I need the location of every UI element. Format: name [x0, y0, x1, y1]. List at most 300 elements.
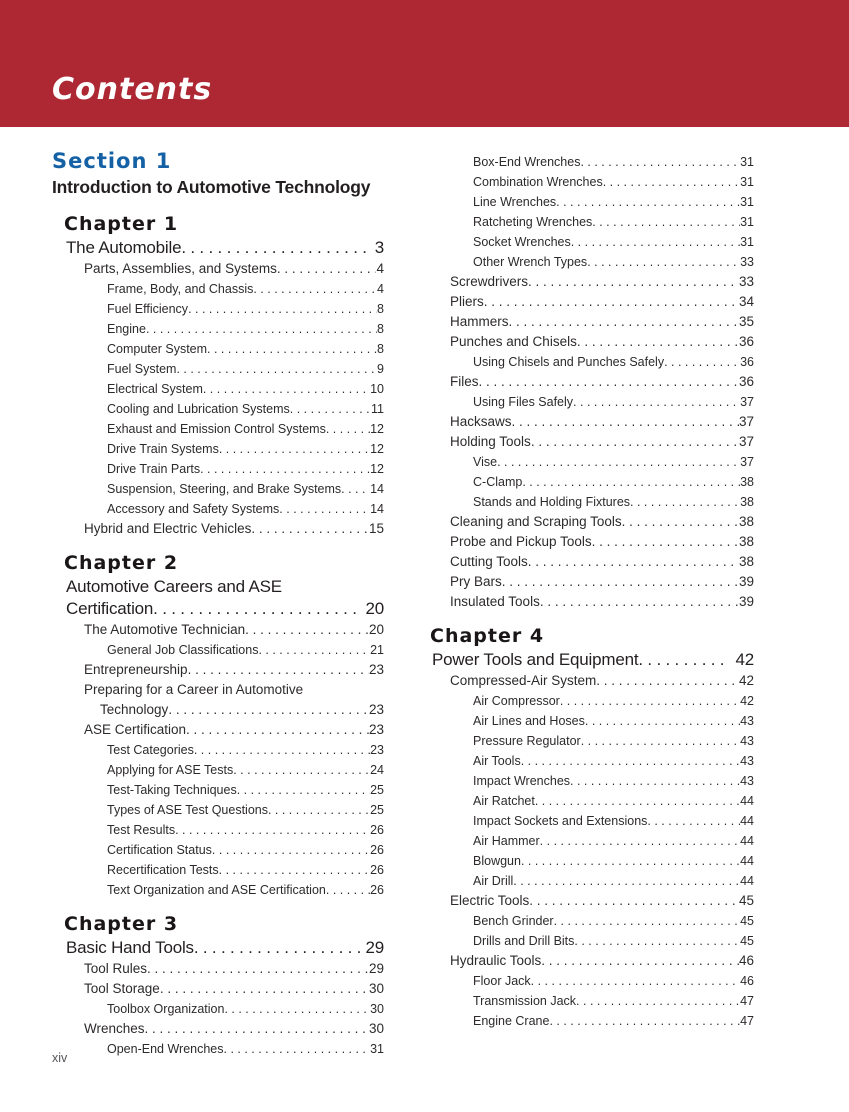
toc-entry-level2	[430, 811, 754, 831]
dot-leader	[603, 172, 740, 192]
dot-leader	[175, 820, 370, 840]
chapter-title-entry	[64, 237, 384, 259]
entry-label: Tool Rules	[84, 961, 148, 976]
entry-page-number: 43	[740, 754, 754, 768]
entry-page-number: 23	[370, 743, 384, 757]
dot-leader	[512, 412, 739, 432]
entry-page-number: 44	[740, 814, 754, 828]
toc-entry-level1	[430, 512, 754, 532]
entry-label: Screwdrivers	[450, 274, 529, 289]
entry-label: Probe and Pickup Tools	[450, 534, 592, 549]
dot-leader	[622, 512, 739, 532]
entry-label: Air Lines and Hoses	[473, 714, 585, 728]
entry-label: Test-Taking Techniques	[107, 783, 237, 797]
dot-leader	[290, 399, 371, 419]
entry-page-number: 8	[377, 342, 384, 356]
entry-page-number: 46	[738, 953, 754, 968]
entry-page-number: 8	[377, 322, 384, 336]
toc-entry-level1	[430, 951, 754, 971]
toc-entry-level2	[430, 751, 754, 771]
dot-leader	[573, 392, 740, 412]
entry-page-number: 43	[740, 734, 754, 748]
entry-page-number: 25	[370, 783, 384, 797]
entry-page-number: 31	[740, 175, 754, 189]
toc-entry-level2	[430, 232, 754, 252]
entry-page-number: 31	[370, 1042, 384, 1056]
entry-page-number: 45	[740, 914, 754, 928]
toc-entry-level2	[64, 359, 384, 379]
entry-page-number: 4	[377, 282, 384, 296]
toc-entry-level2	[64, 459, 384, 479]
dot-leader	[581, 731, 740, 751]
entry-label: Computer System	[107, 342, 208, 356]
entry-page-number: 37	[740, 395, 754, 409]
dot-leader	[540, 592, 739, 612]
toc-entry-level1	[64, 1019, 384, 1039]
entry-label: Frame, Body, and Chassis	[107, 282, 254, 296]
entry-label: Holding Tools	[450, 434, 531, 449]
entry-label: Using Files Safely	[473, 395, 574, 409]
toc-entry-level1	[430, 592, 754, 612]
dot-leader	[585, 711, 740, 731]
entry-label: Hacksaws	[450, 414, 512, 429]
toc-entry-level2	[430, 691, 754, 711]
entry-page-number: 26	[370, 843, 384, 857]
entry-label: Air Compressor	[473, 694, 560, 708]
toc-entry-level2	[430, 791, 754, 811]
dot-leader	[664, 352, 740, 372]
toc-entry-level1	[430, 372, 754, 392]
entry-label: Suspension, Steering, and Brake Systems	[107, 482, 342, 496]
entry-label: Accessory and Safety Systems	[107, 502, 280, 516]
toc-entry-level2	[64, 379, 384, 399]
entry-page-number: 9	[377, 362, 384, 376]
dot-leader	[574, 931, 740, 951]
folio-page-number: xiv	[52, 1051, 68, 1065]
toc-entry-level2	[430, 731, 754, 751]
toc-entry-level2	[430, 931, 754, 951]
dot-leader	[181, 237, 369, 259]
entry-label: Impact Wrenches	[473, 774, 571, 788]
entry-label: Drive Train Parts	[107, 462, 201, 476]
entry-label: Cutting Tools	[450, 554, 528, 569]
entry-page-number: 38	[738, 514, 754, 529]
dot-leader	[647, 811, 740, 831]
entry-label: C-Clamp	[473, 475, 523, 489]
dot-leader	[219, 860, 370, 880]
dot-leader	[207, 339, 377, 359]
entry-label: Exhaust and Emission Control Systems	[107, 422, 326, 436]
entry-label: General Job Classifications	[107, 643, 259, 657]
toc-entry-level2	[430, 831, 754, 851]
entry-page-number: 36	[738, 334, 754, 349]
entry-label: Air Ratchet	[473, 794, 535, 808]
toc-entry-level1: Preparing for a Career in Automotive	[84, 682, 304, 697]
toc-entry-level2	[430, 472, 754, 492]
entry-label: Engine Crane	[473, 1014, 550, 1028]
toc-column-left	[52, 148, 384, 1059]
entry-label: Test Categories	[107, 743, 194, 757]
dot-leader	[521, 751, 740, 771]
toc-entry-level2	[64, 800, 384, 820]
chapter-title-entry	[430, 649, 754, 671]
entry-page-number: 34	[738, 294, 754, 309]
entry-page-number: 12	[370, 422, 384, 436]
entry-page-number: 20	[368, 622, 384, 637]
toc-entry-level2	[430, 252, 754, 272]
toc-entry-level2	[64, 339, 384, 359]
entry-label: Stands and Holding Fixtures	[473, 495, 631, 509]
entry-label: Pliers	[450, 294, 484, 309]
dot-leader	[513, 871, 740, 891]
dot-leader	[326, 419, 370, 439]
entry-page-number: 26	[370, 883, 384, 897]
toc-entry-level2	[430, 1011, 754, 1031]
entry-label: Other Wrench Types	[473, 255, 588, 269]
dot-leader	[484, 292, 739, 312]
entry-label: Entrepreneurship	[84, 662, 188, 677]
section-heading: Section 1	[52, 149, 172, 173]
dot-leader	[528, 552, 739, 572]
dot-leader	[219, 439, 370, 459]
section-title: Introduction to Automotive Technology	[52, 177, 371, 197]
entry-page-number: 42	[738, 673, 754, 688]
entry-page-number: 37	[738, 414, 754, 429]
toc-entry-level1	[430, 552, 754, 572]
chapter-heading: Chapter 2	[64, 552, 179, 574]
dot-leader	[560, 691, 740, 711]
dot-leader	[576, 991, 740, 1011]
dot-leader	[258, 640, 370, 660]
entry-page-number: 21	[370, 643, 384, 657]
entry-label: Recertification Tests	[107, 863, 219, 877]
entry-label: Blowgun	[473, 854, 521, 868]
dot-leader	[212, 840, 370, 860]
toc-entry-level2	[430, 212, 754, 232]
toc-entry-level2	[430, 192, 754, 212]
entry-page-number: 39	[738, 594, 754, 609]
entry-label: Using Chisels and Punches Safely	[473, 355, 665, 369]
entry-label: Pry Bars	[450, 574, 502, 589]
entry-label: Air Drill	[473, 874, 514, 888]
chapter-heading: Chapter 4	[430, 625, 545, 647]
entry-page-number: 33	[738, 274, 754, 289]
dot-leader	[580, 152, 740, 172]
entry-page-number: 37	[740, 455, 754, 469]
entry-page-number: 45	[740, 934, 754, 948]
entry-label: Socket Wrenches	[473, 235, 571, 249]
toc-entry-level2	[64, 319, 384, 339]
dot-leader	[541, 951, 739, 971]
table-of-contents	[0, 127, 849, 1059]
entry-label: Open-End Wrenches	[107, 1042, 224, 1056]
entry-label: Hybrid and Electric Vehicles	[84, 521, 252, 536]
entry-page-number: 38	[738, 554, 754, 569]
dot-leader	[638, 649, 730, 671]
toc-entry-level1-continued	[64, 700, 384, 720]
entry-label: The Automotive Technician	[84, 622, 246, 637]
dot-leader	[587, 252, 740, 272]
toc-entry-level2	[430, 851, 754, 871]
dot-leader	[160, 979, 369, 999]
entry-page-number: 31	[740, 155, 754, 169]
entry-page-number: 38	[740, 475, 754, 489]
entry-label: Bench Grinder	[473, 914, 554, 928]
toc-entry-level1	[430, 432, 754, 452]
toc-entry-level2	[430, 971, 754, 991]
entry-page-number: 42	[740, 694, 754, 708]
toc-entry-level2	[430, 352, 754, 372]
entry-page-number: 23	[368, 722, 384, 737]
toc-entry-level2	[64, 1039, 384, 1059]
entry-label: Parts, Assemblies, and Systems	[84, 261, 277, 276]
dot-leader	[596, 671, 739, 691]
entry-label: Pressure Regulator	[473, 734, 581, 748]
toc-entry-level2	[64, 760, 384, 780]
toc-entry-level2	[64, 999, 384, 1019]
entry-label: Air Hammer	[473, 834, 540, 848]
dot-leader	[194, 740, 370, 760]
entry-page-number: 31	[740, 215, 754, 229]
entry-page-number: 29	[365, 938, 384, 957]
dot-leader	[188, 660, 369, 680]
toc-entry-level2	[64, 860, 384, 880]
toc-entry-level1	[430, 272, 754, 292]
dot-leader	[522, 472, 740, 492]
toc-entry-level2	[430, 991, 754, 1011]
entry-label: Engine	[107, 322, 146, 336]
entry-label: Wrenches	[84, 1021, 145, 1036]
entry-page-number: 23	[368, 702, 384, 717]
entry-page-number: 26	[370, 823, 384, 837]
entry-label: Power Tools and Equipment	[432, 650, 639, 669]
entry-label: Tool Storage	[84, 981, 160, 996]
dot-leader	[147, 959, 369, 979]
toc-entry-level1	[430, 292, 754, 312]
toc-column-right	[430, 148, 754, 1059]
entry-label: Fuel System	[107, 362, 177, 376]
dot-leader	[502, 572, 739, 592]
dot-leader	[200, 459, 370, 479]
dot-leader	[194, 937, 361, 959]
dot-leader	[577, 332, 739, 352]
toc-entry-level1	[430, 532, 754, 552]
entry-label: Cleaning and Scraping Tools	[450, 514, 622, 529]
toc-entry-level2	[64, 840, 384, 860]
dot-leader	[203, 379, 370, 399]
entry-label: ASE Certification	[84, 722, 187, 737]
toc-entry-level1	[64, 720, 384, 740]
toc-entry-level2	[64, 479, 384, 499]
entry-page-number: 37	[738, 434, 754, 449]
dot-leader	[146, 319, 377, 339]
entry-label: Electric Tools	[450, 893, 530, 908]
dot-leader	[188, 299, 377, 319]
entry-label: The Automobile	[66, 238, 182, 257]
entry-label: Box-End Wrenches	[473, 155, 581, 169]
toc-entry-level1	[64, 620, 384, 640]
chapter-block	[430, 152, 754, 1031]
chapter-title-entry: Automotive Careers and ASE	[66, 577, 282, 596]
dot-leader	[176, 359, 377, 379]
toc-entry-level1	[430, 671, 754, 691]
toc-entry-level1	[430, 412, 754, 432]
toc-entry-level1	[430, 572, 754, 592]
entry-page-number: 25	[370, 803, 384, 817]
toc-entry-level1	[64, 259, 384, 279]
entry-page-number: 15	[368, 521, 384, 536]
entry-label: Hammers	[450, 314, 509, 329]
entry-label: Insulated Tools	[450, 594, 540, 609]
toc-entry-level2	[64, 439, 384, 459]
entry-label: Toolbox Organization	[107, 1002, 225, 1016]
chapter-heading: Chapter 3	[64, 913, 179, 935]
dot-leader	[233, 760, 370, 780]
entry-page-number: 30	[370, 1002, 384, 1016]
toc-entry-level2	[430, 911, 754, 931]
entry-page-number: 30	[368, 981, 384, 996]
dot-leader	[168, 700, 369, 720]
dot-leader	[224, 1039, 371, 1059]
entry-page-number: 46	[740, 974, 754, 988]
dot-leader	[279, 499, 370, 519]
entry-page-number: 12	[370, 442, 384, 456]
dot-leader	[251, 519, 369, 539]
entry-page-number: 29	[368, 961, 384, 976]
toc-entry-level1	[64, 660, 384, 680]
dot-leader	[186, 720, 369, 740]
entry-label: Technology	[100, 702, 169, 717]
chapter-title-entry	[64, 937, 384, 959]
dot-leader	[570, 771, 740, 791]
entry-label: Ratcheting Wrenches	[473, 215, 593, 229]
entry-page-number: 44	[740, 854, 754, 868]
dot-leader	[224, 999, 370, 1019]
dot-leader	[277, 259, 377, 279]
chapter-heading: Chapter 1	[64, 213, 179, 235]
dot-leader	[549, 1011, 740, 1031]
entry-page-number: 4	[376, 261, 384, 276]
dot-leader	[592, 532, 739, 552]
dot-leader	[531, 432, 739, 452]
toc-entry-level2	[64, 780, 384, 800]
page-title: Contents	[52, 72, 213, 107]
entry-page-number: 38	[738, 534, 754, 549]
entry-page-number: 45	[738, 893, 754, 908]
dot-leader	[528, 272, 739, 292]
header-band	[0, 0, 849, 127]
entry-page-number: 31	[740, 195, 754, 209]
chapter-title-entry-continued	[64, 598, 384, 620]
entry-label: Drive Train Systems	[107, 442, 219, 456]
entry-page-number: 44	[740, 834, 754, 848]
toc-entry-level1	[430, 332, 754, 352]
toc-entry-level2	[64, 399, 384, 419]
dot-leader	[253, 279, 377, 299]
dot-leader	[521, 851, 740, 871]
toc-entry-level2	[64, 740, 384, 760]
entry-label: Certification Status	[107, 843, 212, 857]
entry-page-number: 33	[740, 255, 754, 269]
entry-page-number: 43	[740, 714, 754, 728]
toc-entry-level1	[430, 312, 754, 332]
toc-entry-level2	[430, 152, 754, 172]
entry-page-number: 12	[370, 462, 384, 476]
entry-label: Fuel Efficiency	[107, 302, 189, 316]
entry-label: Impact Sockets and Extensions	[473, 814, 648, 828]
toc-entry-level2	[430, 392, 754, 412]
entry-page-number: 24	[370, 763, 384, 777]
dot-leader	[509, 312, 739, 332]
dot-leader	[245, 620, 369, 640]
entry-page-number: 36	[738, 374, 754, 389]
entry-label: Basic Hand Tools	[66, 938, 194, 957]
entry-page-number: 31	[740, 235, 754, 249]
toc-entry-level2	[64, 499, 384, 519]
entry-label: Text Organization and ASE Certification	[107, 883, 326, 897]
entry-page-number: 47	[740, 1014, 754, 1028]
entry-page-number: 3	[374, 238, 384, 257]
entry-label: Cooling and Lubrication Systems	[107, 402, 290, 416]
entry-page-number: 23	[368, 662, 384, 677]
dot-leader	[145, 1019, 369, 1039]
entry-label: Files	[450, 374, 479, 389]
toc-entry-level1	[64, 519, 384, 539]
dot-leader	[630, 492, 740, 512]
dot-leader	[341, 479, 370, 499]
entry-label: Combination Wrenches	[473, 175, 603, 189]
entry-page-number: 39	[738, 574, 754, 589]
dot-leader	[592, 212, 740, 232]
dot-leader	[571, 232, 740, 252]
entry-page-number: 42	[735, 650, 754, 669]
chapter-block	[52, 213, 384, 1059]
entry-page-number: 35	[738, 314, 754, 329]
toc-entry-level2	[430, 492, 754, 512]
entry-page-number: 47	[740, 994, 754, 1008]
dot-leader	[531, 971, 740, 991]
entry-page-number: 10	[370, 382, 384, 396]
entry-page-number: 44	[740, 874, 754, 888]
entry-label: Applying for ASE Tests	[107, 763, 234, 777]
entry-page-number: 30	[368, 1021, 384, 1036]
toc-entry-level2	[430, 871, 754, 891]
dot-leader	[326, 880, 370, 900]
dot-leader	[237, 780, 370, 800]
entry-page-number: 8	[377, 302, 384, 316]
toc-entry-level1	[430, 891, 754, 911]
dot-leader	[153, 598, 360, 620]
entry-label: Drills and Drill Bits	[473, 934, 575, 948]
entry-label: Types of ASE Test Questions	[107, 803, 268, 817]
entry-page-number: 20	[365, 599, 384, 618]
toc-entry-level2	[430, 172, 754, 192]
dot-leader	[554, 911, 740, 931]
dot-leader	[535, 791, 740, 811]
toc-entry-level2	[64, 640, 384, 660]
entry-label: Punches and Chisels	[450, 334, 577, 349]
toc-entry-level2	[64, 419, 384, 439]
toc-entry-level2	[64, 820, 384, 840]
entry-page-number: 36	[740, 355, 754, 369]
entry-label: Floor Jack	[473, 974, 531, 988]
entry-label: Electrical System	[107, 382, 203, 396]
entry-label: Vise	[473, 455, 498, 469]
entry-page-number: 14	[370, 502, 384, 516]
entry-label: Test Results	[107, 823, 176, 837]
toc-entry-level2	[64, 299, 384, 319]
toc-entry-level2	[430, 452, 754, 472]
